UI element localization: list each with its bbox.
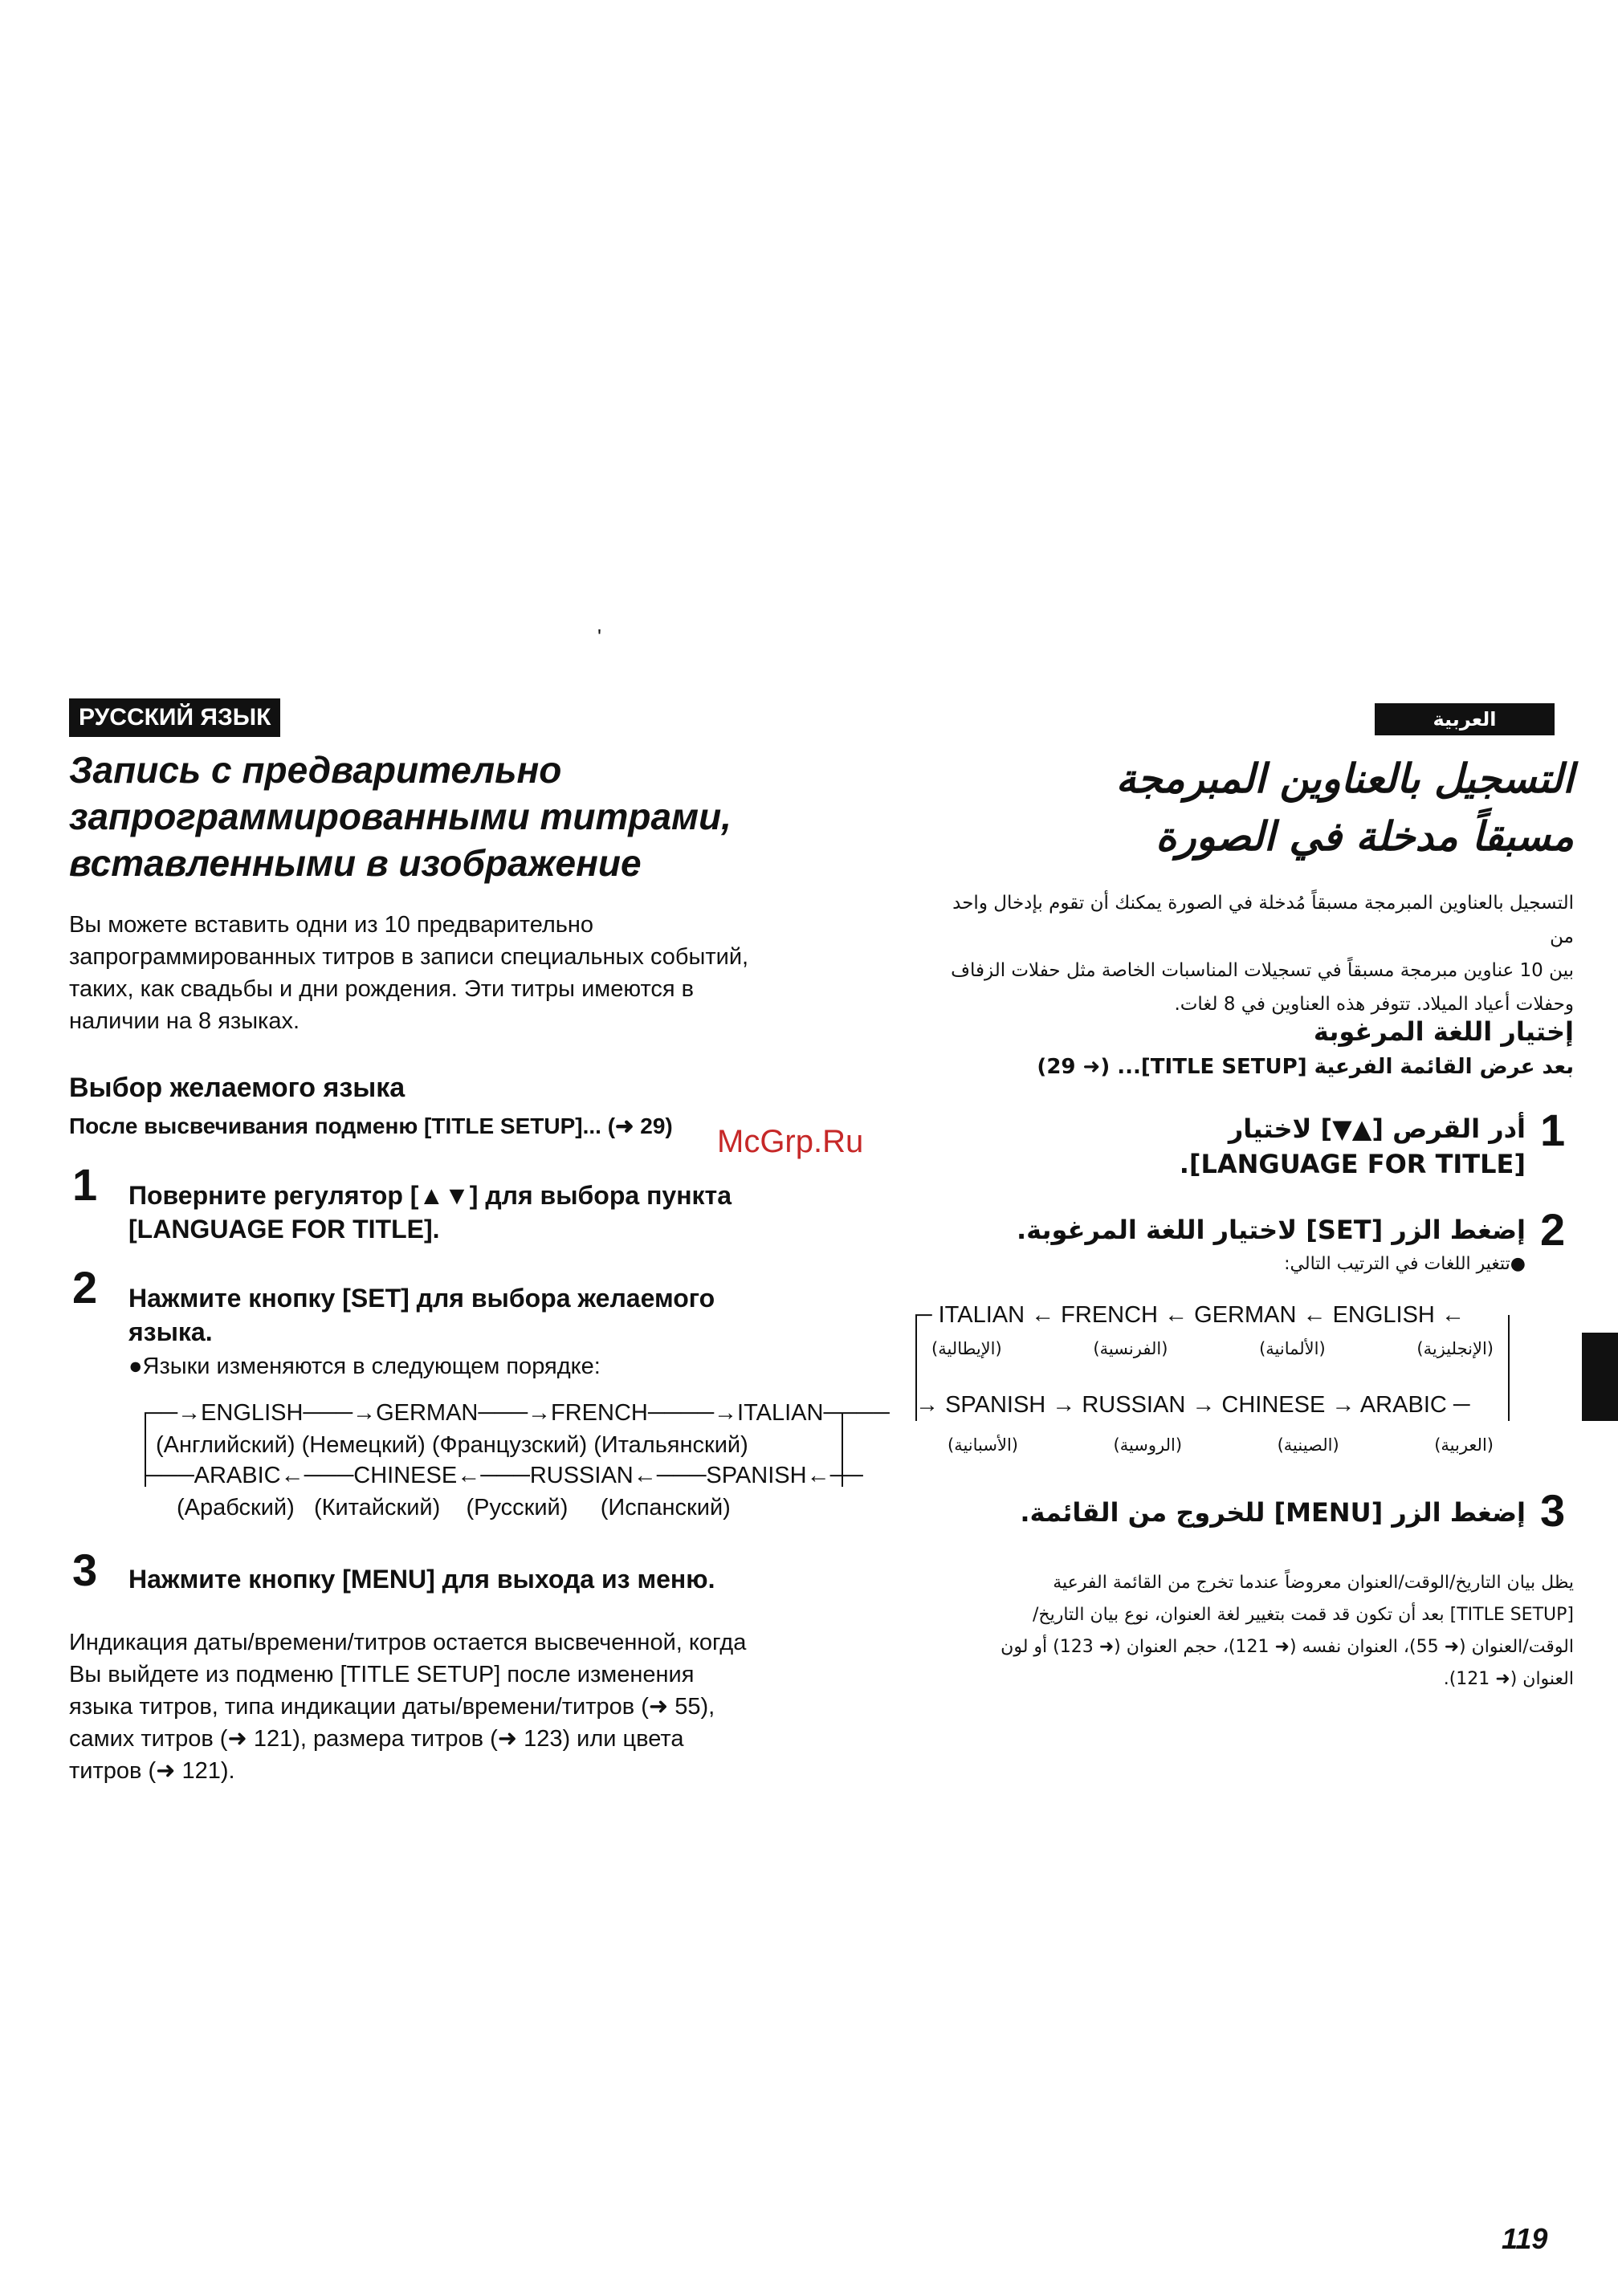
language-badge-arabic: العربية <box>1375 703 1555 735</box>
language-badge-russian: РУССКИЙ ЯЗЫК <box>69 698 280 737</box>
step-1-text-arabic <box>1044 1111 1526 1182</box>
language-russian: RUSSIAN <box>1082 1392 1186 1418</box>
text-line: وحفلات أعياد الميلاد. تتوفر هذه العناوين في 8 لغات. <box>1174 994 1574 1015</box>
arrow: ───→ <box>303 1400 377 1426</box>
step-2-text-russian <box>128 1281 715 1349</box>
text-line: Вы выйдете из подменю [TITLE SETUP] после изменения <box>69 1662 695 1687</box>
text-line: наличии на 8 языках. <box>69 1008 300 1034</box>
translation-russian: (الروسية) <box>1113 1435 1183 1455</box>
text-line: самих титров (➜ 121), размера титров (➜ 123) или цвета <box>69 1726 684 1752</box>
language-french: FRENCH <box>1061 1302 1159 1328</box>
arrow: ←─── <box>457 1463 530 1488</box>
language-spanish: SPANISH <box>706 1463 807 1488</box>
language-order-diagram-arabic <box>915 1299 1510 1435</box>
diagram-row-1-translations <box>931 1333 1494 1365</box>
text-line: Вы можете вставить одни из 10 предварительно <box>69 912 594 938</box>
stray-mark: ' <box>597 625 601 649</box>
arrow: → <box>915 1392 946 1418</box>
translation-arabic: (Арабский) <box>177 1495 295 1520</box>
text-line: بين 10 عناوين مبرمجة مسبقاً في تسجيلات المناسبات الخاصة مثل حفلات الزفاف <box>951 960 1574 981</box>
page-title-russian <box>69 747 732 886</box>
translation-chinese: (الصينية) <box>1277 1435 1339 1455</box>
arrow: ← <box>1434 1302 1465 1328</box>
language-chinese: CHINESE <box>1221 1392 1326 1418</box>
translation-german: (Немецкий) <box>301 1432 426 1458</box>
language-german: GERMAN <box>376 1400 479 1426</box>
language-russian: RUSSIAN <box>529 1463 634 1488</box>
arrow: ← <box>1296 1302 1333 1328</box>
bullet-note-arabic: ●تتغير اللغات في الترتيب التالي: <box>1284 1254 1526 1274</box>
bullet-note-russian: ●Языки изменяются в следующем порядке: <box>128 1354 601 1379</box>
step-2-text-arabic <box>964 1212 1526 1248</box>
title-line: مسبقاً مدخلة في الصورة <box>1155 813 1574 860</box>
translation-english: (Английский) <box>156 1432 295 1458</box>
text-line: запрограммированных титров в записи специальных событий, <box>69 944 749 970</box>
page-title-arabic <box>931 750 1574 865</box>
translation-spanish: (Испанский) <box>600 1495 731 1520</box>
language-chinese: CHINESE <box>353 1463 458 1488</box>
text-line: يظل بيان التاريخ/الوقت/العنوان معروضاً عندما تخرج من القائمة الفرعية <box>1053 1573 1574 1593</box>
step-line: [LANGUAGE FOR TITLE]. <box>128 1215 440 1244</box>
step-line: языка. <box>128 1317 213 1346</box>
translation-italian: (Итальянский) <box>593 1432 748 1458</box>
translation-english: (الإنجليزية) <box>1416 1339 1494 1358</box>
diagram-row-2 <box>915 1389 1469 1421</box>
diagram-row-2 <box>145 1459 863 1492</box>
title-line: запрограммированными титрами, <box>69 796 732 837</box>
subline-russian: После высвечивания подменю [TITLE SETUP]... (➜ 29) <box>69 1113 673 1138</box>
subline-arabic: بعد عرض القائمة الفرعية [TITLE SETUP]... (➜ 29) <box>1037 1055 1574 1079</box>
language-arabic: ARABIC <box>194 1463 281 1488</box>
footer-paragraph-arabic <box>915 1567 1574 1696</box>
text-line: التسجيل بالعناوين المبرمجة مسبقاً مُدخلة في الصورة يمكنك أن تقوم بإدخال واحد من <box>952 893 1574 947</box>
arrow: → <box>1185 1392 1222 1418</box>
step-line: إضغط الزر [MENU] للخروج من القائمة. <box>1020 1497 1526 1528</box>
translation-chinese: (Китайский) <box>313 1495 441 1520</box>
footer-paragraph-russian <box>69 1626 746 1787</box>
arrow: ─ <box>915 1302 939 1328</box>
arrow: ─ <box>1446 1392 1470 1418</box>
arrow: → <box>1045 1392 1082 1418</box>
diagram-row-1 <box>145 1397 890 1429</box>
step-1-text-russian <box>128 1179 732 1246</box>
translation-spanish: (الأسبانية) <box>948 1435 1018 1455</box>
text-line: титров (➜ 121). <box>69 1758 235 1784</box>
diagram-line <box>1508 1315 1510 1421</box>
text-line: языка титров, типа индикации даты/времени/титров (➜ 55), <box>69 1694 715 1720</box>
step-number: 2 <box>72 1262 98 1313</box>
arrow: ← <box>1025 1302 1062 1328</box>
language-french: FRENCH <box>551 1400 648 1426</box>
title-line: вставленными в изображение <box>69 842 642 884</box>
step-number: 1 <box>1540 1105 1566 1155</box>
text-line: таких, как свадьбы и дни рождения. Эти титры имеются в <box>69 976 695 1002</box>
text-line: الوقت/العنوان (➜ 55)، العنوان نفسه (➜ 121)، حجم العنوان (➜ 123) أو لون <box>1001 1637 1574 1657</box>
arrow: ← <box>1158 1302 1195 1328</box>
step-3-text-arabic <box>964 1495 1526 1530</box>
language-spanish: SPANISH <box>945 1392 1046 1418</box>
language-german: GERMAN <box>1194 1302 1297 1328</box>
step-line: أدر القرص [▲▼] لاختيار <box>1228 1113 1526 1144</box>
intro-paragraph-russian <box>69 909 748 1037</box>
arrow: ─── <box>145 1463 194 1488</box>
arrow: ────→ <box>647 1400 738 1426</box>
language-italian: ITALIAN <box>938 1302 1025 1328</box>
language-order-diagram-russian <box>145 1397 890 1501</box>
arrow: → <box>1325 1392 1360 1418</box>
arrow: ←─── <box>280 1463 354 1488</box>
language-arabic: ARABIC <box>1359 1392 1447 1418</box>
translation-arabic: (العربية) <box>1434 1435 1494 1455</box>
diagram-row-1 <box>915 1299 1465 1331</box>
step-number: 3 <box>72 1545 98 1595</box>
step-line: Нажмите кнопку [SET] для выбора желаемого <box>128 1284 715 1313</box>
step-line: إضغط الزر [SET] لاختيار اللغة المرغوبة. <box>1016 1215 1526 1245</box>
language-italian: ITALIAN <box>737 1400 824 1426</box>
intro-paragraph-arabic <box>931 886 1574 1021</box>
arrow: ───→ <box>478 1400 551 1426</box>
translation-russian: (Русский) <box>466 1495 569 1520</box>
step-line: Нажмите кнопку [MENU] для выхода из меню. <box>128 1565 715 1594</box>
arrow: ──→ <box>145 1400 202 1426</box>
step-number: 3 <box>1540 1485 1566 1536</box>
section-tab-marker <box>1582 1333 1618 1421</box>
title-line: Запись с предварительно <box>69 749 562 791</box>
diagram-row-2-translations <box>177 1492 731 1524</box>
arrow: ←── <box>806 1463 863 1488</box>
translation-italian: (الإيطالية) <box>931 1339 1002 1358</box>
translation-german: (الألمانية) <box>1259 1339 1326 1358</box>
text-line: العنوان (➜ 121). <box>1443 1669 1574 1689</box>
step-number: 1 <box>72 1159 98 1210</box>
diagram-row-1-translations <box>156 1429 748 1461</box>
title-line: التسجيل بالعناوين المبرمجة <box>1115 755 1574 802</box>
translation-french: (Французский) <box>431 1432 588 1458</box>
subheading-arabic: إختيار اللغة المرغوبة <box>1313 1016 1574 1047</box>
translation-french: (الفرنسية) <box>1093 1339 1168 1358</box>
watermark: McGrp.Ru <box>717 1124 864 1159</box>
arrow: ←─── <box>633 1463 707 1488</box>
language-english: ENGLISH <box>201 1400 304 1426</box>
diagram-row-2-translations <box>948 1429 1494 1461</box>
page-number: 119 <box>1502 2222 1548 2255</box>
step-line: [LANGUAGE FOR TITLE]. <box>1179 1149 1526 1179</box>
step-number: 2 <box>1540 1204 1566 1255</box>
step-3-text-russian <box>128 1562 715 1596</box>
step-line: Поверните регулятор [▲▼] для выбора пункта <box>128 1181 732 1210</box>
subheading-russian: Выбор желаемого языка <box>69 1073 406 1103</box>
text-line: [TITLE SETUP] بعد أن تكون قد قمت بتغيير لغة العنوان، نوع بيان التاريخ/ <box>1032 1605 1574 1625</box>
text-line: Индикация даты/времени/титров остается высвеченной, когда <box>69 1630 747 1655</box>
arrow: ──── <box>823 1400 890 1426</box>
language-english: ENGLISH <box>1332 1302 1435 1328</box>
